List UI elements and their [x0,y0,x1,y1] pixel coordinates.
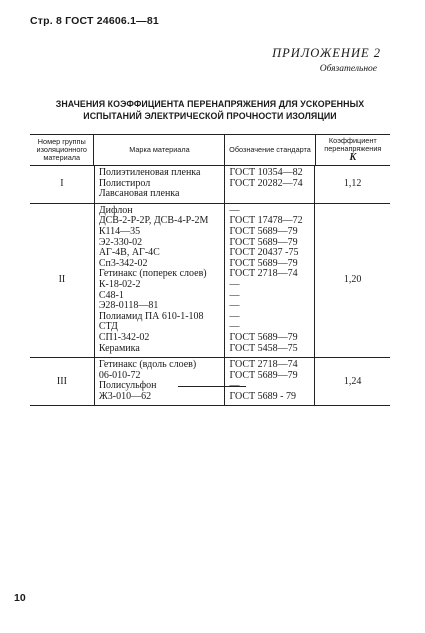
standard-designation [229,189,314,200]
material-name: Лавсановая пленка [98,188,180,200]
table-group-row [30,358,390,405]
column-header-material: Марка материала [93,135,224,165]
standard-designation: ГОСТ 5689—79 [229,236,298,248]
standard-designation: ГОСТ 5458—75 [229,342,298,354]
coefficient-table [30,134,390,406]
material-name: К-18-02-2 [98,278,141,290]
material-name: 06-010-72 [98,369,141,381]
standard-designation: ГОСТ 10354—82 [229,167,303,178]
appendix-subtitle: Обязательное [319,64,377,74]
coefficient-header-label: Коэффициент перенапряжения [324,136,382,153]
material-name: Э28-0118—81 [98,300,159,312]
table-group-row [30,166,390,204]
standard-designation: — [229,321,240,333]
material-name: Дифлон [98,204,133,216]
material-name: АГ-4В, АГ-4С [98,247,160,259]
group-number: I [60,178,64,190]
standard-designation: — [229,289,240,301]
column-header-coefficient [315,135,390,165]
material-name: Полисульфон [98,380,157,392]
standard-designation: ГОСТ 5689—79 [229,257,298,269]
standard-designation: ГОСТ 5689 - 79 [229,390,296,402]
standard-designation: ГОСТ 5689—79 [229,369,298,381]
standard-designation: — [229,204,240,216]
standard-designation: ГОСТ 20282—74 [229,177,303,189]
standard-list [224,358,314,405]
table-group-row [30,204,390,358]
table-title [30,98,390,122]
standard-designation: ГОСТ 5689—79 [229,331,298,343]
standard-designation: ГОСТ 2718—74 [229,268,298,280]
material-list [94,166,225,203]
group-number: III [56,375,67,387]
table-header [30,135,390,166]
material-list [94,358,225,405]
coefficient-value: 1,20 [314,204,390,357]
standard-list [224,204,314,357]
standard-designation: — [229,278,240,290]
group-number: II [58,274,66,286]
material-name: Ж3-010—62 [98,390,152,402]
standard-designation: ГОСТ 5689—79 [229,225,298,237]
material-name: Гетинакс (поперек слоев) [98,268,207,280]
material-name: С48-1 [98,289,124,301]
coefficient-value: 1,24 [314,358,390,405]
material-name: Полиамид ПА 610-1-108 [98,310,204,322]
standard-list [224,166,314,203]
material-name: Гетинакс (вдоль слоев) [98,359,197,371]
material-name: К114—35 [98,225,141,237]
material-name: СТД [98,321,118,333]
material-name: ДСВ-2-Р-2Р, ДСВ-4-Р-2М [98,215,209,227]
appendix-title: ПРИЛОЖЕНИЕ 2 [272,46,381,60]
material-list [94,204,225,357]
standard-designation: — [229,310,240,322]
page-number: 10 [14,592,26,604]
standard-designation: — [229,300,240,312]
material-name: Полистирол [98,177,151,189]
standard-designation: ГОСТ 20437 -75 [229,247,299,259]
coefficient-symbol: K [349,152,357,163]
material-name: СП1-342-02 [98,331,150,343]
standard-designation: ГОСТ 17478—72 [229,215,303,227]
standard-designation: — [229,380,240,392]
page-header: Стр. 8 ГОСТ 24606.1—81 [30,15,159,27]
material-name: Э2-330-02 [98,236,143,248]
material-name: Полиэтиленовая пленка [98,167,201,178]
standard-designation: ГОСТ 2718—74 [229,359,298,371]
column-header-standard: Обозначение стандарта [224,135,314,165]
table-title-line-2: ИСПЫТАНИЙ ЭЛЕКТРИЧЕСКОЙ ПРОЧНОСТИ ИЗОЛЯЦИИ [83,111,337,121]
column-header-group: Номер группы изоляционного материала [36,137,87,162]
material-name: Сп3-342-02 [98,257,148,269]
coefficient-value: 1,12 [314,166,390,203]
end-divider [178,386,246,387]
table-title-line-1: ЗНАЧЕНИЯ КОЭФФИЦИЕНТА ПЕРЕНАПРЯЖЕНИЯ ДЛЯ УСКОРЕННЫХ [55,99,365,109]
table-body [30,166,390,405]
material-name: Керамика [98,342,140,354]
